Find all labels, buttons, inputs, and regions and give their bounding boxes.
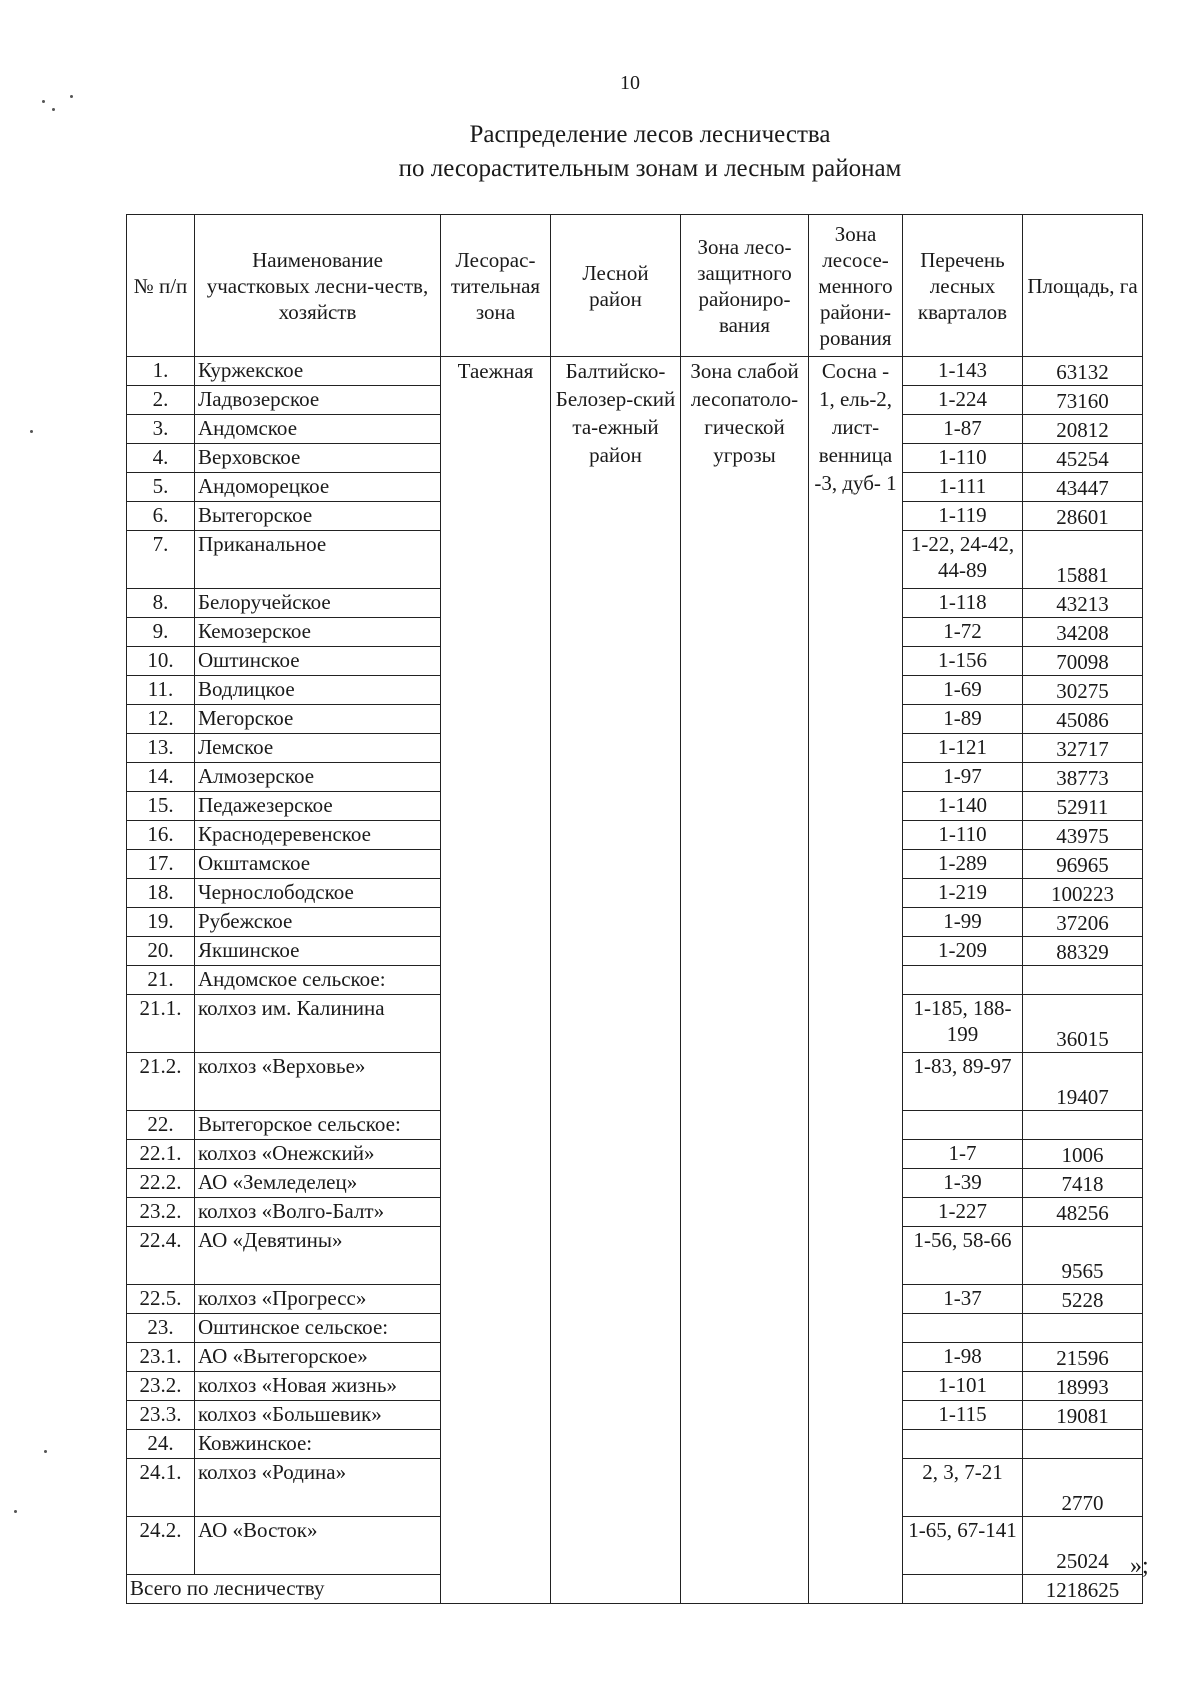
row-number: 24.2. bbox=[127, 1517, 195, 1575]
row-name: Лемское bbox=[195, 734, 441, 763]
row-name: Якшинское bbox=[195, 937, 441, 966]
row-number: 20. bbox=[127, 937, 195, 966]
row-quarters: 1-156 bbox=[903, 647, 1023, 676]
row-area: 96965 bbox=[1023, 850, 1143, 879]
scan-speck bbox=[30, 430, 33, 433]
row-area: 37206 bbox=[1023, 908, 1143, 937]
row-area: 28601 bbox=[1023, 502, 1143, 531]
row-number: 22.2. bbox=[127, 1169, 195, 1198]
row-quarters: 1-111 bbox=[903, 473, 1023, 502]
row-area: 73160 bbox=[1023, 386, 1143, 415]
row-quarters bbox=[903, 1111, 1023, 1140]
row-name: Окштамское bbox=[195, 850, 441, 879]
row-area: 30275 bbox=[1023, 676, 1143, 705]
scan-speck bbox=[44, 1450, 47, 1453]
row-name: АО «Восток» bbox=[195, 1517, 441, 1575]
row-number: 18. bbox=[127, 879, 195, 908]
row-quarters: 1-7 bbox=[903, 1140, 1023, 1169]
row-area: 38773 bbox=[1023, 763, 1143, 792]
row-name: Приканальное bbox=[195, 531, 441, 589]
row-area: 21596 bbox=[1023, 1343, 1143, 1372]
row-area: 100223 bbox=[1023, 879, 1143, 908]
row-area: 18993 bbox=[1023, 1372, 1143, 1401]
header-name: Наименование участковых лесни-честв, хозяйств bbox=[195, 215, 441, 357]
total-quarters bbox=[903, 1575, 1023, 1604]
row-number: 23. bbox=[127, 1314, 195, 1343]
row-quarters: 1-115 bbox=[903, 1401, 1023, 1430]
scan-speck bbox=[14, 1510, 17, 1513]
row-name: АО «Девятины» bbox=[195, 1227, 441, 1285]
row-name: колхоз им. Калинина bbox=[195, 995, 441, 1053]
row-number: 22. bbox=[127, 1111, 195, 1140]
row-quarters: 2, 3, 7-21 bbox=[903, 1459, 1023, 1517]
merged-protection-zone: Зона слабой лесопатоло-гической угрозы bbox=[681, 357, 809, 1604]
row-name: колхоз «Новая жизнь» bbox=[195, 1372, 441, 1401]
scan-speck bbox=[52, 108, 55, 111]
row-name: колхоз «Родина» bbox=[195, 1459, 441, 1517]
row-name: колхоз «Большевик» bbox=[195, 1401, 441, 1430]
row-name: Ладвозерское bbox=[195, 386, 441, 415]
row-number: 22.4. bbox=[127, 1227, 195, 1285]
title-line-2: по лесорастительным зонам и лесным районам bbox=[398, 155, 902, 182]
row-number: 12. bbox=[127, 705, 195, 734]
title-line-1: Распределение лесов лесничества bbox=[469, 121, 831, 148]
row-area: 2770 bbox=[1023, 1459, 1143, 1517]
row-number: 11. bbox=[127, 676, 195, 705]
row-area bbox=[1023, 1314, 1143, 1343]
row-quarters: 1-56, 58-66 bbox=[903, 1227, 1023, 1285]
row-name: Куржекское bbox=[195, 357, 441, 386]
document-title bbox=[0, 118, 1200, 186]
row-quarters: 1-121 bbox=[903, 734, 1023, 763]
header-area: Площадь, га bbox=[1023, 215, 1143, 357]
row-area: 5228 bbox=[1023, 1285, 1143, 1314]
row-area: 45086 bbox=[1023, 705, 1143, 734]
table-row bbox=[127, 357, 1143, 386]
row-name: Верховское bbox=[195, 444, 441, 473]
row-name: Краснодеревенское bbox=[195, 821, 441, 850]
row-name: Водлицкое bbox=[195, 676, 441, 705]
row-name: колхоз «Верховье» bbox=[195, 1053, 441, 1111]
row-number: 3. bbox=[127, 415, 195, 444]
merged-seed-zone: Сосна - 1, ель-2, лист-венница -3, дуб- 1 bbox=[809, 357, 903, 1604]
row-area: 43447 bbox=[1023, 473, 1143, 502]
row-quarters: 1-72 bbox=[903, 618, 1023, 647]
row-area: 45254 bbox=[1023, 444, 1143, 473]
header-forest-district: Лесной район bbox=[551, 215, 681, 357]
row-area: 9565 bbox=[1023, 1227, 1143, 1285]
row-name: Вытегорское сельское: bbox=[195, 1111, 441, 1140]
row-area: 52911 bbox=[1023, 792, 1143, 821]
row-name: Алмозерское bbox=[195, 763, 441, 792]
row-area: 20812 bbox=[1023, 415, 1143, 444]
row-area: 32717 bbox=[1023, 734, 1143, 763]
row-area: 15881 bbox=[1023, 531, 1143, 589]
row-quarters: 1-89 bbox=[903, 705, 1023, 734]
row-number: 23.2. bbox=[127, 1372, 195, 1401]
row-number: 2. bbox=[127, 386, 195, 415]
header-quarters: Перечень лесных кварталов bbox=[903, 215, 1023, 357]
total-label: Всего по лесничеству bbox=[127, 1575, 441, 1604]
row-quarters: 1-185, 188-199 bbox=[903, 995, 1023, 1053]
header-num: № п/п bbox=[127, 215, 195, 357]
row-number: 5. bbox=[127, 473, 195, 502]
row-name: Педажезерское bbox=[195, 792, 441, 821]
row-quarters: 1-98 bbox=[903, 1343, 1023, 1372]
forest-distribution-table bbox=[126, 214, 1143, 1604]
row-name: Рубежское bbox=[195, 908, 441, 937]
row-quarters: 1-110 bbox=[903, 444, 1023, 473]
row-area: 25024 bbox=[1023, 1517, 1143, 1575]
row-name: колхоз «Онежский» bbox=[195, 1140, 441, 1169]
row-quarters: 1-209 bbox=[903, 937, 1023, 966]
row-number: 15. bbox=[127, 792, 195, 821]
row-quarters: 1-83, 89-97 bbox=[903, 1053, 1023, 1111]
row-quarters: 1-99 bbox=[903, 908, 1023, 937]
row-quarters: 1-39 bbox=[903, 1169, 1023, 1198]
row-quarters bbox=[903, 1430, 1023, 1459]
row-name: Мегорское bbox=[195, 705, 441, 734]
row-name: колхоз «Прогресс» bbox=[195, 1285, 441, 1314]
row-area: 43975 bbox=[1023, 821, 1143, 850]
row-quarters: 1-87 bbox=[903, 415, 1023, 444]
row-area: 19407 bbox=[1023, 1053, 1143, 1111]
header-seed-zone: Зона лесосе-менного райони-рования bbox=[809, 215, 903, 357]
page-number: 10 bbox=[620, 72, 640, 94]
row-quarters: 1-97 bbox=[903, 763, 1023, 792]
row-number: 21.1. bbox=[127, 995, 195, 1053]
row-quarters: 1-219 bbox=[903, 879, 1023, 908]
row-quarters: 1-37 bbox=[903, 1285, 1023, 1314]
row-number: 17. bbox=[127, 850, 195, 879]
row-area bbox=[1023, 966, 1143, 995]
row-number: 23.2. bbox=[127, 1198, 195, 1227]
row-number: 23.1. bbox=[127, 1343, 195, 1372]
row-area: 70098 bbox=[1023, 647, 1143, 676]
row-area: 88329 bbox=[1023, 937, 1143, 966]
row-number: 9. bbox=[127, 618, 195, 647]
row-area bbox=[1023, 1430, 1143, 1459]
header-row bbox=[127, 215, 1143, 357]
scan-speck bbox=[70, 95, 73, 98]
row-number: 6. bbox=[127, 502, 195, 531]
row-number: 10. bbox=[127, 647, 195, 676]
row-name: Андомское сельское: bbox=[195, 966, 441, 995]
scan-speck bbox=[42, 100, 45, 103]
row-name: Оштинское bbox=[195, 647, 441, 676]
row-name: Андоморецкое bbox=[195, 473, 441, 502]
row-name: АО «Земледелец» bbox=[195, 1169, 441, 1198]
row-number: 7. bbox=[127, 531, 195, 589]
row-name: Вытегорское bbox=[195, 502, 441, 531]
row-number: 4. bbox=[127, 444, 195, 473]
row-number: 21. bbox=[127, 966, 195, 995]
row-area: 1006 bbox=[1023, 1140, 1143, 1169]
row-area: 19081 bbox=[1023, 1401, 1143, 1430]
row-name: Кемозерское bbox=[195, 618, 441, 647]
row-number: 24.1. bbox=[127, 1459, 195, 1517]
row-area: 48256 bbox=[1023, 1198, 1143, 1227]
row-name: Оштинское сельское: bbox=[195, 1314, 441, 1343]
row-quarters: 1-119 bbox=[903, 502, 1023, 531]
row-number: 24. bbox=[127, 1430, 195, 1459]
total-area: 1218625 bbox=[1023, 1575, 1143, 1604]
row-number: 13. bbox=[127, 734, 195, 763]
row-name: Чернослободское bbox=[195, 879, 441, 908]
row-name: Андомское bbox=[195, 415, 441, 444]
row-number: 23.3. bbox=[127, 1401, 195, 1430]
header-protection-zone: Зона лесо-защитного райониро-вания bbox=[681, 215, 809, 357]
row-area: 63132 bbox=[1023, 357, 1143, 386]
row-quarters: 1-227 bbox=[903, 1198, 1023, 1227]
row-number: 14. bbox=[127, 763, 195, 792]
row-quarters: 1-118 bbox=[903, 589, 1023, 618]
row-area bbox=[1023, 1111, 1143, 1140]
row-number: 1. bbox=[127, 357, 195, 386]
row-name: Белоручейское bbox=[195, 589, 441, 618]
row-quarters: 1-143 bbox=[903, 357, 1023, 386]
row-area: 43213 bbox=[1023, 589, 1143, 618]
row-area: 7418 bbox=[1023, 1169, 1143, 1198]
row-quarters: 1-101 bbox=[903, 1372, 1023, 1401]
row-quarters: 1-110 bbox=[903, 821, 1023, 850]
row-number: 19. bbox=[127, 908, 195, 937]
row-quarters bbox=[903, 966, 1023, 995]
table-body bbox=[127, 357, 1143, 1604]
row-area: 36015 bbox=[1023, 995, 1143, 1053]
row-quarters: 1-289 bbox=[903, 850, 1023, 879]
row-quarters: 1-224 bbox=[903, 386, 1023, 415]
closing-mark: »; bbox=[1130, 1553, 1149, 1579]
row-number: 22.5. bbox=[127, 1285, 195, 1314]
row-quarters: 1-140 bbox=[903, 792, 1023, 821]
row-name: колхоз «Волго-Балт» bbox=[195, 1198, 441, 1227]
row-quarters: 1-65, 67-141 bbox=[903, 1517, 1023, 1575]
row-number: 8. bbox=[127, 589, 195, 618]
row-name: Ковжинское: bbox=[195, 1430, 441, 1459]
row-number: 22.1. bbox=[127, 1140, 195, 1169]
row-quarters: 1-22, 24-42, 44-89 bbox=[903, 531, 1023, 589]
row-number: 21.2. bbox=[127, 1053, 195, 1111]
merged-forest-district: Балтийско-Белозер-ский та-ежный район bbox=[551, 357, 681, 1604]
row-number: 16. bbox=[127, 821, 195, 850]
row-quarters bbox=[903, 1314, 1023, 1343]
row-name: АО «Вытегорское» bbox=[195, 1343, 441, 1372]
merged-veg-zone: Таежная bbox=[441, 357, 551, 1604]
row-area: 34208 bbox=[1023, 618, 1143, 647]
header-veg-zone: Лесорас-тительная зона bbox=[441, 215, 551, 357]
row-quarters: 1-69 bbox=[903, 676, 1023, 705]
